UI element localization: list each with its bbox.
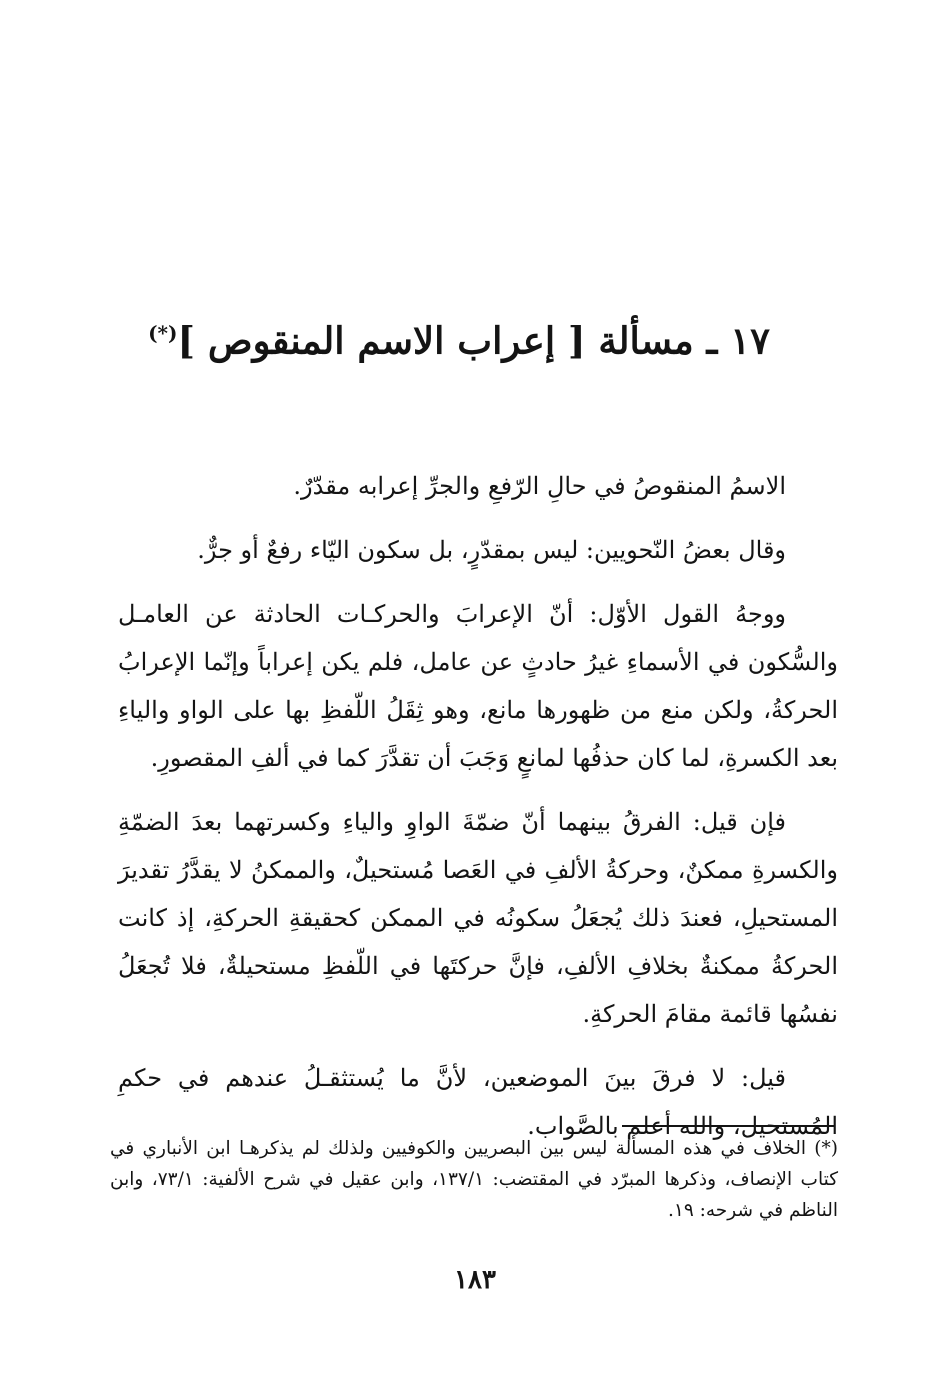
- footnote-marker: (*): [148, 320, 178, 345]
- footnote-divider: [622, 1125, 834, 1127]
- footnote: [110, 1133, 838, 1226]
- chapter-title: [148, 303, 770, 370]
- paragraph-5: قيل: لا فرقَ بينَ الموضعين، لأنَّ ما يُستثقـلُ عندهم في حكمِ المُستحيل، والله أعلم بالصَّواب.: [118, 1064, 838, 1140]
- paragraph-3: ووجهُ القول الأوّل: أنّ الإعرابَ والحركـات الحادثة عن العامـل والسُّكون في الأسماءِ غيرُ حادثٍ عن عامل، فلم يكن إعراباً وإنّما الإعرابُ الحركةُ، ولكن منع من ظهورها مانع، وهو ثِقَلُ اللّفظِ بها على الواو والياءِ بعد الكسرةِ، لما كان حذفُها لمانعٍ وَجَبَ أن تقدَّرَ كما في ألفِ المقصورِ.: [118, 600, 838, 772]
- paragraph-2: وقال بعضُ النّحويين: ليس بمقدّرٍ، بل سكون اليّاء رفعٌ أو جرٌّ.: [197, 536, 786, 564]
- chapter-title-text: ١٧ ـ مسألة [ إعراب الاسم المنقوص ]: [177, 318, 770, 363]
- footnote-text: (*) الخلاف في هذه المسألة ليس بين البصريين والكوفيين ولذلك لم يذكرهـا ابن الأنباري في كتاب الإنصاف، وذكرها المبرّد في المقتضب: ١٣٧/١، وابن عقيل في شرح الألفية: ٧٣/١، وابن الناظم في شرحه: ١٩.: [110, 1138, 838, 1221]
- paragraph-1: الاسمُ المنقوصُ في حالِ الرّفعِ والجرِّ إعرابه مقدّرٌ.: [293, 472, 786, 500]
- paragraph-4: فإن قيل: الفرقُ بينهما أنّ ضمّةَ الواوِ والياءِ وكسرتهما بعدَ الضمّةِ والكسرةِ ممكنٌ، وحركةُ الألفِ في العَصا مُستحيلٌ، والممكنُ لا يقدَّرُ تقديرَ المستحيلِ، فعندَ ذلك يُجعَلُ سكونُه في الممكن كحقيقةِ الحركةِ، إذ كانت الحركةُ ممكنةٌ بخلافِ الألفِ، فإنَّ حركتَها في اللّفظِ مستحيلةٌ، فلا تُجعَلُ نفسُها قائمة مقامَ الحركةِ.: [118, 808, 838, 1028]
- main-text: [118, 462, 838, 1166]
- page-number: ١٨٣: [454, 1265, 496, 1295]
